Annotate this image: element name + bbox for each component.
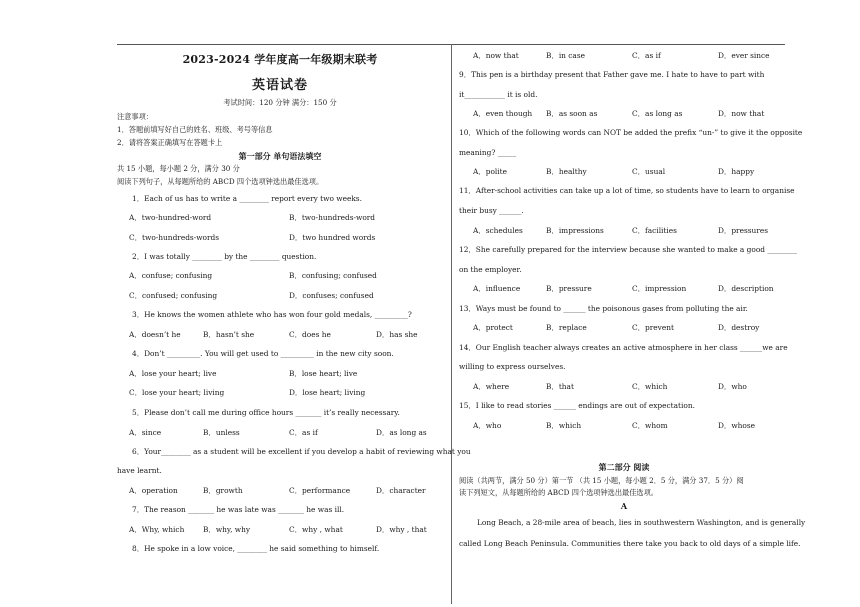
part2-info-cont: 读下列短文，从每题所给的 ABCD 四个选项钟选出最佳选项。 xyxy=(459,488,658,497)
question-stem: 2．I was totally ________ by the ________ question. xyxy=(132,252,317,261)
part2-info: 阅读（共两节，满分 50 分）第一节 （共 15 小题，每小题 2．5 分，满分 37．5 分）阅 xyxy=(459,476,744,485)
option: D．two hundred words xyxy=(289,233,376,242)
option: C．lose your heart; living xyxy=(129,388,225,397)
option: C．why , what xyxy=(289,525,343,534)
question-stem-cont: willing to express ourselves. xyxy=(459,362,566,371)
option: A．since xyxy=(129,428,162,437)
option: C．as long as xyxy=(632,109,683,118)
part1-instruction: 阅读下列句子，从每题所给的 ABCD 四个选项钟选出最佳选项。 xyxy=(117,177,324,186)
question-stem: 11．After-school activities can take up a lot of time, so students have to learn to organise xyxy=(459,186,795,195)
option: A．polite xyxy=(473,167,507,176)
option: C．which xyxy=(632,382,668,391)
option: B．as soon as xyxy=(546,109,598,118)
option: B．unless xyxy=(203,428,240,437)
question-stem: 8．He spoke in a low voice, ________ he said something to himself. xyxy=(132,544,380,553)
option: A．now that xyxy=(473,51,519,60)
option: D．confuses; confused xyxy=(289,291,374,300)
option: B．growth xyxy=(203,486,243,495)
option: A．confuse; confusing xyxy=(129,271,213,280)
exam-title: 2023-2024 学年度高一年级期末联考 xyxy=(182,53,378,66)
option: C．performance xyxy=(289,486,351,495)
option: D．as long as xyxy=(376,428,427,437)
option: A．lose your heart; live xyxy=(129,369,217,378)
option: A．doesn’t he xyxy=(129,330,181,339)
option: B．that xyxy=(546,382,574,391)
question-stem: 7．The reason _______ he was late was _______ he was ill. xyxy=(132,505,345,514)
option: A．schedules xyxy=(473,226,523,235)
passage-text: Long Beach, a 28-mile area of beach, lies in southwestern Washington, and is generally xyxy=(477,518,806,527)
option: D．destroy xyxy=(718,323,760,332)
option: B．why, why xyxy=(203,525,251,534)
option: D．description xyxy=(718,284,774,293)
option: D．whose xyxy=(718,421,756,430)
option: A．where xyxy=(473,382,510,391)
option: B．in case xyxy=(546,51,586,60)
question-stem: 3．He knows the women athlete who has won four gold medals, _________? xyxy=(132,310,412,319)
option: A．protect xyxy=(473,323,513,332)
part1-title: 第一部分 单句语法填空 xyxy=(238,151,322,161)
part2-title: 第二部分 阅读 xyxy=(598,462,650,472)
option: B．two-hundreds-word xyxy=(289,213,376,222)
option: C．two-hundreds-words xyxy=(129,233,220,242)
option: C．facilities xyxy=(632,226,677,235)
option: C．as if xyxy=(289,428,318,437)
question-stem: 15．I like to read stories ______ endings are out of expectation. xyxy=(459,401,695,410)
option: C．impression xyxy=(632,284,687,293)
option: A．who xyxy=(473,421,502,430)
option: B．pressure xyxy=(546,284,592,293)
option: B．healthy xyxy=(546,167,587,176)
option: B．replace xyxy=(546,323,587,332)
option: A．operation xyxy=(129,486,178,495)
option: C．confused; confusing xyxy=(129,291,218,300)
passage-label: A xyxy=(620,501,628,511)
option: D．happy xyxy=(718,167,755,176)
part1-info: 共 15 小题，每小题 2 分，满分 30 分 xyxy=(117,164,240,173)
option: B．confusing; confused xyxy=(289,271,377,280)
option: A．influence xyxy=(473,284,521,293)
notes-heading: 注意事项： xyxy=(117,112,153,121)
question-stem: 5．Please don’t call me during office hours _______ it’s really necessary. xyxy=(132,408,400,417)
option: D．pressures xyxy=(718,226,768,235)
option: D．has she xyxy=(376,330,418,339)
option: C．whom xyxy=(632,421,668,430)
question-stem-cont: have learnt. xyxy=(117,466,162,475)
question-stem-cont: their busy ______. xyxy=(459,206,524,215)
option: A．Why, which xyxy=(129,525,185,534)
option: B．hasn’t she xyxy=(203,330,255,339)
question-stem: 13．Ways must be found to ______ the poisonous gases from polluting the air. xyxy=(459,304,748,313)
option: B．which xyxy=(546,421,582,430)
question-stem-cont: on the employer. xyxy=(459,265,522,274)
option: D．who xyxy=(718,382,747,391)
option: D．now that xyxy=(718,109,765,118)
exam-info: 考试时间：120 分钟 满分：150 分 xyxy=(223,98,337,107)
column-divider xyxy=(451,44,452,604)
question-stem-cont: meaning? _____ xyxy=(459,148,517,157)
option: D．why , that xyxy=(376,525,427,534)
note-item: 1．答题前填写好自己的姓名、班级、考号等信息 xyxy=(117,125,273,134)
note-item: 2．请将答案正确填写在答题卡上 xyxy=(117,138,223,147)
question-stem: 1．Each of us has to write a ________ report every two weeks. xyxy=(132,194,362,203)
option: B．impressions xyxy=(546,226,604,235)
question-stem: 10．Which of the following words can NOT be added the prefix “un-” to give it the opposite xyxy=(459,128,803,137)
question-stem: 6．Your________ as a student will be excellent if you develop a habit of reviewing what you xyxy=(132,447,471,456)
option: C．usual xyxy=(632,167,666,176)
question-stem: 14．Our English teacher always creates an active atmosphere in her class ______we are xyxy=(459,343,788,352)
option: D．character xyxy=(376,486,426,495)
question-stem: 4．Don’t _________. You will get used to _________ in the new city soon. xyxy=(132,349,394,358)
option: D．lose heart; living xyxy=(289,388,366,397)
option: A．two-hundred-word xyxy=(129,213,212,222)
option: B．lose heart; live xyxy=(289,369,358,378)
option: C．as if xyxy=(632,51,661,60)
option: D．ever since xyxy=(718,51,770,60)
passage-text-cont: called Long Beach Peninsula. Communities there take you back to old days of a simple life. xyxy=(459,539,801,548)
question-stem: 12．She carefully prepared for the interview because she wanted to make a good ________ xyxy=(459,245,797,254)
option: A．even though xyxy=(473,109,533,118)
option: C．does he xyxy=(289,330,331,339)
option: C．prevent xyxy=(632,323,674,332)
question-stem-cont: it___________ it is old. xyxy=(459,90,538,99)
question-stem: 9．This pen is a birthday present that Father gave me. I hate to have to part with xyxy=(459,70,765,79)
exam-subtitle: 英语试卷 xyxy=(251,78,308,93)
